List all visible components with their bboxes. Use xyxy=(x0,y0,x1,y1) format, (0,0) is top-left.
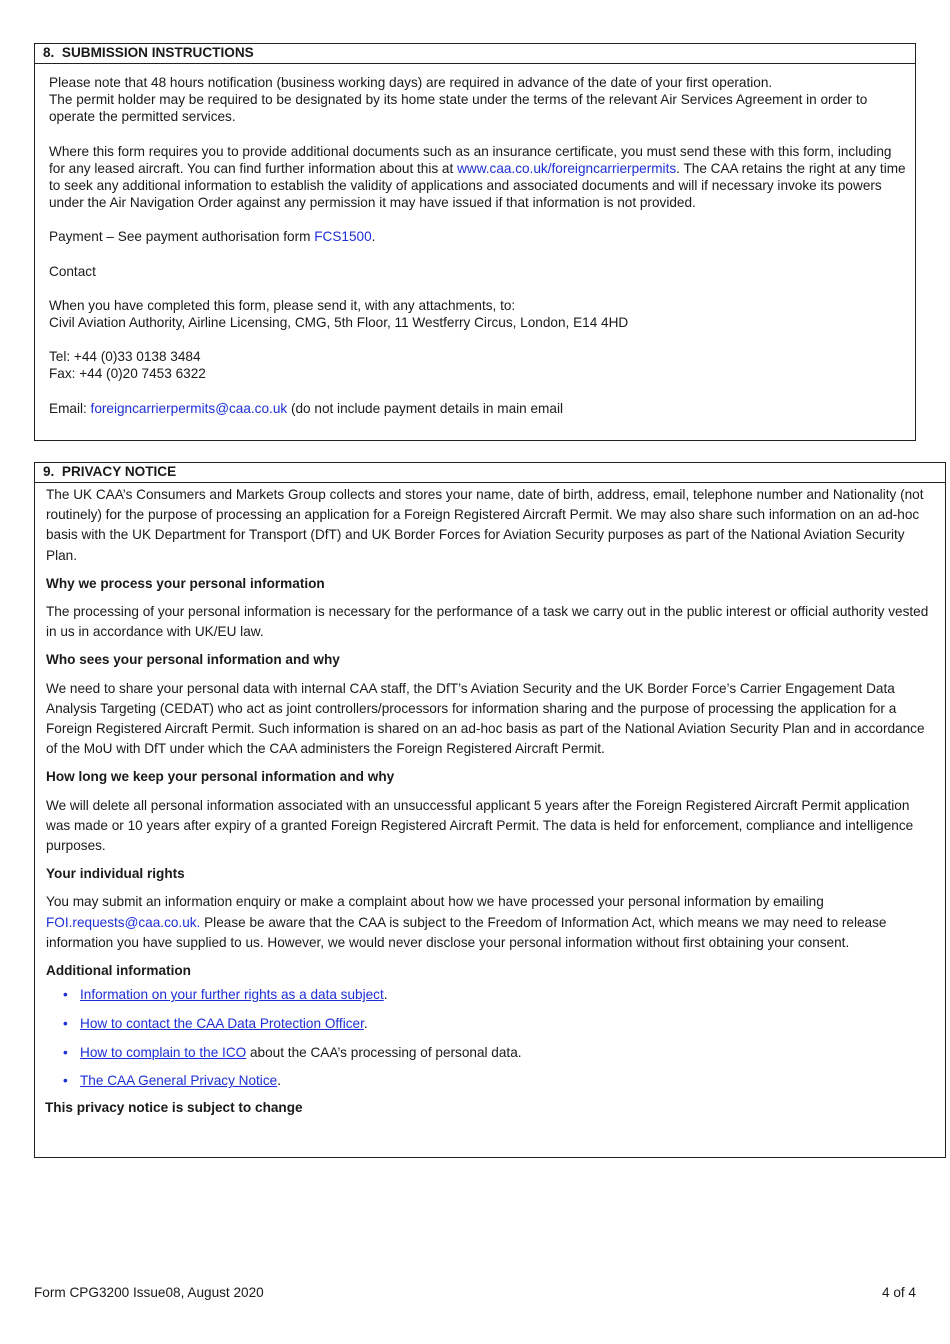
list-item: • Information on your further rights as a data subject. xyxy=(80,985,937,1005)
form-identifier: Form CPG3200 Issue08, August 2020 xyxy=(34,1285,264,1300)
section-9-title: 9. PRIVACY NOTICE xyxy=(35,463,945,483)
why-heading: Why we process your personal information xyxy=(46,575,325,591)
postal-address: Civil Aviation Authority, Airline Licensing, CMG, 5th Floor, 11 Westferry Circus, London, E14 4HD xyxy=(49,315,629,331)
notice-text: Please note that 48 hours notification (business working days) are required in advance of the date of your first operation. xyxy=(49,75,773,90)
complain-to-ico-link[interactable]: How to complain to the ICO xyxy=(80,1044,247,1060)
telephone-number: Tel: +44 (0)33 0138 3484 xyxy=(49,349,201,365)
submission-instructions-section xyxy=(34,43,916,441)
privacy-change-note: This privacy notice is subject to change xyxy=(45,1100,303,1116)
further-rights-link[interactable]: Information on your further rights as a data subject xyxy=(80,987,384,1003)
privacy-intro: The UK CAA’s Consumers and Markets Group collects and stores your name, date of birth, address, email, telephone number and Nationality (not routinely) for the purpose of processing an application for a Foreign Registered Aircraft Permit. We may also share such information on an ad-hoc basis with the UK Department for Transport (DfT) and UK Border Forces for Aviation Security purposes as part of the National Aviation Security Plan. xyxy=(46,487,924,563)
documents-paragraph: Where this form requires you to provide additional documents such as an insurance certificate, you must send these with this form, including for any leased aircraft. You can find further information about this at www.caa.co.uk/foreigncarrierpermits. The CAA retains the right at any time to seek any additional information to establish the validity of applications and associated documents and will if necessary invoke its powers under the Air Navigation Order against any permission it may have issued if that information is not provided. xyxy=(49,143,906,211)
how-long-heading: How long we keep your personal information and why xyxy=(46,769,395,785)
list-item: • The CAA General Privacy Notice. xyxy=(80,1071,937,1091)
designation-text: The permit holder may be required to be designated by its home state under the terms of the relevant Air Services Agreement in order to operate the permitted services. xyxy=(49,92,868,125)
general-privacy-notice-link[interactable]: The CAA General Privacy Notice xyxy=(80,1073,278,1089)
bullet-icon: • xyxy=(63,1044,68,1060)
data-protection-officer-link[interactable]: How to contact the CAA Data Protection Officer xyxy=(80,1015,364,1031)
fcs1500-link[interactable]: FCS1500 xyxy=(314,229,372,245)
additional-heading: Additional information xyxy=(46,963,191,979)
bullet-icon: • xyxy=(63,1073,68,1089)
contact-label: Contact xyxy=(49,263,96,279)
fax-number: Fax: +44 (0)20 7453 6322 xyxy=(49,366,206,382)
list-item: • How to complain to the ICO about the CAA’s processing of personal data. xyxy=(80,1043,937,1063)
send-instruction: When you have completed this form, please send it, with any attachments, to: xyxy=(49,297,516,313)
why-text: The processing of your personal information is necessary for the performance of a task we carry out in the public interest or official authority vested in us in accordance with UK/EU law. xyxy=(46,604,929,640)
who-heading: Who sees your personal information and why xyxy=(46,652,340,668)
rights-heading: Your individual rights xyxy=(46,866,185,882)
who-text: We need to share your personal data with internal CAA staff, the DfT’s Aviation Security and the UK Border Force’s Carrier Engagement Data Analysis Targeting (CEDAT) who act as joint controllers/processors for information sharing and the purpose of processing the application for a Foreign Registered Aircraft Permit. Such information is shared on an ad-hoc basis as part of the National Aviation Security Plan and in accordance of the MoU with DfT under which the CAA administers the Foreign Registered Aircraft Permit. xyxy=(46,680,925,757)
bullet-icon: • xyxy=(63,1015,68,1031)
list-item: • How to contact the CAA Data Protection Officer. xyxy=(80,1014,937,1034)
page-number: 4 of 4 xyxy=(881,1285,916,1300)
foreign-carrier-permits-link[interactable]: www.caa.co.uk/foreigncarrierpermits xyxy=(457,160,677,176)
section-8-title: 8. SUBMISSION INSTRUCTIONS xyxy=(35,44,915,64)
privacy-notice-section xyxy=(34,462,946,1158)
rights-text: You may submit an information enquiry or make a complaint about how we have processed your personal information by emailing FOI.requests@caa.co.uk. Please be aware that the CAA is subject to the Freedom of Information Act, which means we may need to release information you have supplied to us. However, we would never disclose your personal information without first obtaining your consent. xyxy=(46,894,887,950)
email-paragraph: Email: foreigncarrierpermits@caa.co.uk (do not include payment details in main email xyxy=(49,400,563,416)
bullet-icon: • xyxy=(63,987,68,1003)
payment-paragraph: Payment – See payment authorisation form FCS1500. xyxy=(49,229,376,245)
additional-info-list xyxy=(46,985,937,1091)
email-link[interactable]: foreigncarrierpermits@caa.co.uk xyxy=(90,400,288,416)
foi-requests-link[interactable]: FOI.requests@caa.co.uk. xyxy=(46,914,201,930)
how-long-text: We will delete all personal information associated with an unsuccessful applicant 5 years after the Foreign Registered Aircraft Permit application was made or 10 years after expiry of a granted Foreign Registered Aircraft Permit. The data is held for enforcement, compliance and intelligence purposes. xyxy=(46,797,914,854)
